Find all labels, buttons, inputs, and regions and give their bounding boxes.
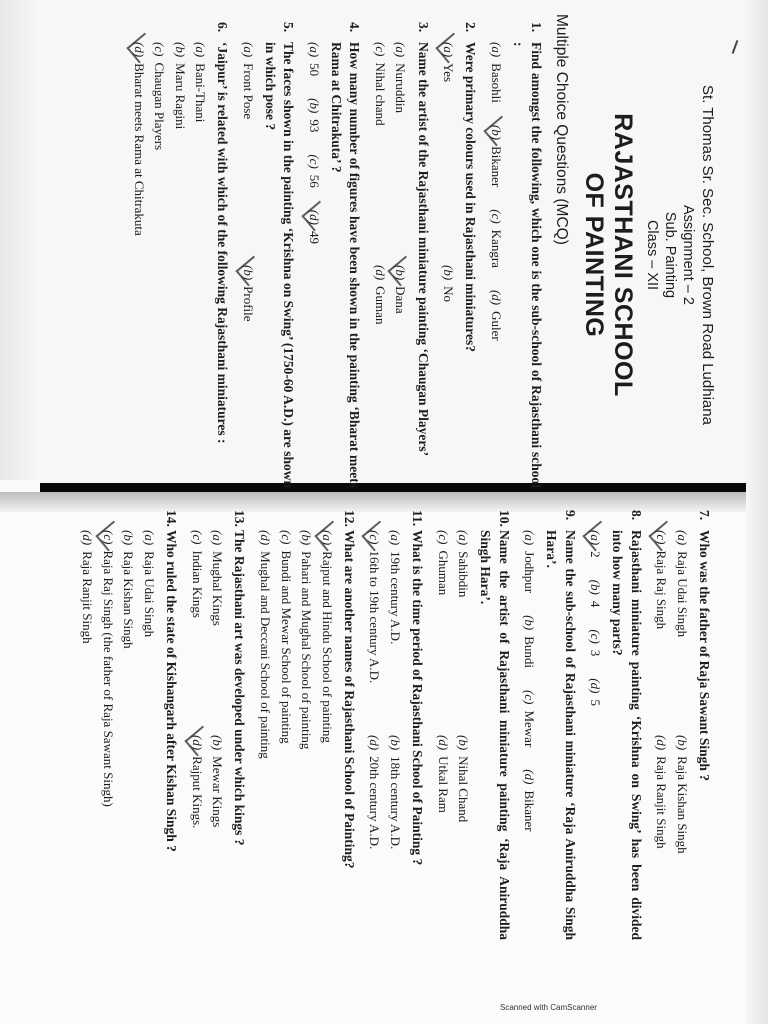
option-key: (c) <box>489 209 505 224</box>
option-text: 93 <box>306 119 322 133</box>
option-key: (a) <box>441 42 457 58</box>
question <box>261 22 297 488</box>
option <box>305 42 323 76</box>
option-text: 20th century A.D. <box>367 756 383 850</box>
option-answered <box>188 735 206 940</box>
fold-shadow <box>0 492 768 512</box>
question-number: 8. <box>628 510 644 521</box>
option-key: (d) <box>435 735 451 751</box>
option-text: Nihal chand <box>372 62 388 126</box>
option-text: Front Pose <box>240 63 256 120</box>
option-key: (a) <box>240 42 256 58</box>
options <box>363 530 404 940</box>
lower-page-content <box>18 510 718 940</box>
question <box>608 510 644 940</box>
option-text: Raja Kishan Singh <box>674 756 690 854</box>
option <box>434 530 452 735</box>
question-text: Were primary colours used in Rajasthani miniatures? <box>463 42 479 353</box>
option <box>305 98 323 132</box>
question-number: 13. <box>232 510 248 527</box>
question-text: Find amongst the following, which one is the sub-school of Rajasthani school : <box>511 42 545 488</box>
option-text: 56 <box>306 174 322 188</box>
school-name: St. Thomas Sr. Sec. School, Brown Road Ludhiana <box>699 85 716 425</box>
option-key: (c) <box>654 530 670 545</box>
option-text: Rajput and Hindu School of painting <box>319 551 335 743</box>
question <box>476 510 512 940</box>
upper-page-content <box>26 14 716 488</box>
option-key: (d) <box>306 209 322 225</box>
question-text: Who was the father of Raja Sawant Singh ? <box>697 530 712 782</box>
option-key: (c) <box>306 154 322 169</box>
option-answered <box>653 530 671 735</box>
question <box>340 510 358 940</box>
option-answered <box>366 530 384 735</box>
option-key: (b) <box>299 530 315 546</box>
question <box>461 22 479 488</box>
option <box>120 530 138 940</box>
question-number: 2. <box>463 22 479 33</box>
option-key: (c) <box>588 629 604 644</box>
document-title <box>579 22 637 488</box>
question-number: 7. <box>697 510 712 521</box>
question-text: What is the time period of Rajasthani School of Painting ? <box>410 530 426 866</box>
option-text: 4 <box>588 600 604 608</box>
mcq-heading: Multiple Choice Questions (MCQ) <box>553 14 571 245</box>
question-text: The Rajasthani art was developed under which kings ? <box>232 530 248 846</box>
question <box>213 22 231 488</box>
option-text: Bikaner <box>489 146 505 188</box>
option-text: Mughal Kings <box>210 551 226 626</box>
option-answered <box>99 530 117 940</box>
question-text: The faces shown in the painting ‘Krishna on Swing’ (1750-60 A.D.) are shown in which pose ? <box>263 42 297 488</box>
option-key: (c) <box>435 530 451 545</box>
option-key: (b) <box>172 42 188 58</box>
option <box>521 615 539 668</box>
options <box>584 530 605 940</box>
option-key: (d) <box>654 735 670 751</box>
option-text: Raja Ranjit Singh <box>80 551 96 644</box>
option <box>673 735 691 940</box>
option-text: Ghuman <box>435 550 451 596</box>
option-text: 16th to 19th century A.D. <box>367 550 383 684</box>
question-number: 10. <box>496 510 512 527</box>
question <box>230 510 248 940</box>
option-answered <box>318 530 336 940</box>
question-text: ‘Jaipur’ is related with which of the following Rajasthani miniatures : <box>215 42 231 444</box>
option-key: (b) <box>240 265 256 281</box>
options <box>518 530 539 940</box>
option-text: Guman <box>372 286 388 325</box>
option-answered <box>392 265 410 488</box>
option-text: 49 <box>306 230 322 244</box>
question <box>509 22 545 488</box>
question-text: How many number of figures have been shown in the painting ‘Bharat meets Rama at Chitrakuta’ ? <box>329 42 363 488</box>
option-key: (d) <box>189 735 205 751</box>
option-text: Nuruddin <box>393 63 409 114</box>
page-edge-shadow-right <box>746 0 768 1024</box>
option <box>256 530 274 940</box>
options <box>650 530 691 940</box>
title-line-1: RAJASTHANI SCHOOL <box>608 113 637 397</box>
option-text: Rajput Kings. <box>189 756 205 829</box>
option <box>371 265 389 488</box>
question-text: Who ruled the state of Kishangarh after Kishan Singh ? <box>164 530 180 852</box>
option <box>587 580 605 608</box>
option-text: Kangra <box>489 229 505 268</box>
option <box>440 265 458 488</box>
option-key: (d) <box>372 265 388 281</box>
option-key: (b) <box>121 530 137 546</box>
question-number: 5. <box>281 22 297 33</box>
title-line-2: OF PAINTING <box>580 172 609 338</box>
question <box>408 510 426 940</box>
option <box>239 42 257 265</box>
option-key: (c) <box>522 690 538 705</box>
option-answered <box>239 265 257 488</box>
option-text: Mewar Kings <box>210 756 226 828</box>
question-number: 3. <box>415 22 431 33</box>
option-answered <box>440 42 458 265</box>
option <box>371 42 389 265</box>
assignment-label: Assignment – 2 <box>680 205 697 305</box>
option-text: 18th century A.D. <box>387 756 403 850</box>
option <box>455 530 473 735</box>
option <box>79 530 97 940</box>
option <box>521 530 539 593</box>
option-key: (d) <box>80 530 96 546</box>
option-key: (a) <box>210 530 226 546</box>
option-answered <box>587 530 605 558</box>
option <box>140 530 158 940</box>
option-key: (d) <box>522 769 538 785</box>
option <box>188 530 206 735</box>
option-text: Profile <box>240 286 256 322</box>
question-number: 11. <box>410 510 426 527</box>
option-key: (d) <box>131 42 147 58</box>
question-number: 4. <box>347 22 363 33</box>
option-key: (b) <box>387 735 403 751</box>
option <box>305 154 323 187</box>
option-text: Bundi <box>522 636 538 669</box>
options <box>253 530 335 940</box>
option-key: (b) <box>522 615 538 631</box>
option <box>587 678 605 706</box>
option <box>386 735 404 940</box>
option-text: Dana <box>393 286 409 314</box>
option <box>298 530 316 940</box>
document-header <box>643 22 716 488</box>
question-text: Name the artist of the Rajasthani miniature painting ‘Chaugan Players’ <box>415 42 431 457</box>
option-text: Raja Raj Singh (the father of Raja Sawant Singh) <box>100 550 116 807</box>
option <box>487 290 505 341</box>
question-number: 14. <box>164 510 180 527</box>
option <box>587 629 605 656</box>
question-text: What are another names of Rajasthani School of Painting? <box>341 530 357 869</box>
option-text: Raja Raj Singh <box>654 550 670 630</box>
option <box>192 42 210 488</box>
option-key: (b) <box>210 735 226 751</box>
option-text: Mewar <box>522 710 538 748</box>
options <box>185 530 226 940</box>
question <box>327 22 363 488</box>
option-text: Nihal Chand <box>456 756 472 823</box>
options <box>484 42 505 488</box>
question-number: 12. <box>341 510 357 527</box>
option-key: (c) <box>100 530 116 545</box>
option-key: (b) <box>588 579 604 595</box>
option-key: (b) <box>489 124 505 141</box>
option-text: Pahari and Mughal School of painting <box>299 551 315 750</box>
options <box>76 530 158 940</box>
question-number: 6. <box>215 22 231 33</box>
option-answered <box>305 210 323 244</box>
option-text: Yes <box>441 63 457 83</box>
option-key: (c) <box>367 530 383 545</box>
option <box>521 769 539 831</box>
option <box>171 42 189 488</box>
option-text: Basohli <box>489 63 505 103</box>
question-text: Name the sub-school of Rajasthani miniature ‘Raja Aniruddha Singh Hara’. <box>544 530 578 940</box>
option-key: (b) <box>306 98 322 114</box>
option-key: (a) <box>588 530 604 546</box>
option-text: Bharat meets Rama at Chitrakuta <box>131 63 147 236</box>
option-key: (b) <box>456 735 472 751</box>
question-text: Rajasthani miniature painting ‘Krishna on Swing’ has been divided into how many parts? <box>610 530 644 940</box>
option-text: Utkal Ram <box>435 756 451 813</box>
option-text: Bundi and Mewar School of painting <box>278 550 294 744</box>
options <box>368 42 409 488</box>
option <box>653 735 671 940</box>
option-key: (b) <box>674 735 690 751</box>
option-text: Guler <box>489 311 505 341</box>
option-text: 19th century A.D. <box>387 551 403 645</box>
option-key: (a) <box>193 42 209 58</box>
option-text: 3 <box>588 649 604 657</box>
option-text: Indian Kings <box>189 550 205 618</box>
question <box>695 510 713 940</box>
options <box>236 42 257 488</box>
option-text: Raja Ranjit Singh <box>654 756 670 849</box>
option-text: 5 <box>588 699 604 706</box>
option <box>434 735 452 940</box>
option-key: (a) <box>674 530 690 546</box>
option-text: Jodhpur <box>522 551 538 594</box>
option <box>209 530 227 735</box>
option-key: (a) <box>393 42 409 58</box>
question-text: Name the artist of Rajasthani miniature painting ‘Raja Aniruddha Singh Hara’. <box>478 530 512 940</box>
option-key: (a) <box>141 530 157 546</box>
option-text: Raja Udai Singh <box>674 551 690 638</box>
option-key: (b) <box>441 265 457 281</box>
option-text: 2 <box>588 551 604 558</box>
option-key: (a) <box>387 530 403 546</box>
class-label: Class – XII <box>644 219 660 291</box>
question-number: 1. <box>529 22 545 33</box>
scanner-watermark: Scanned with CamScanner <box>500 1003 597 1012</box>
option-answered <box>487 125 505 187</box>
option-text: No <box>441 286 457 303</box>
option-text: Maru Ragini <box>172 63 188 130</box>
option-text: Chaugan Players <box>152 62 168 151</box>
option-text: Bani-Thani <box>193 63 209 123</box>
option-text: 50 <box>306 63 322 77</box>
options <box>437 42 458 488</box>
question-number: 9. <box>562 510 578 521</box>
option-key: (d) <box>367 735 383 751</box>
option-key: (b) <box>393 265 409 281</box>
options <box>302 42 323 488</box>
option-key: (c) <box>278 530 294 545</box>
options <box>431 530 472 940</box>
option-key: (d) <box>489 289 505 306</box>
option-key: (c) <box>189 530 205 545</box>
option-text: Mughal and Deccani School of painting <box>258 551 274 759</box>
question <box>162 510 180 940</box>
question <box>413 22 431 488</box>
option-key: (a) <box>489 42 505 58</box>
option-key: (a) <box>319 530 335 546</box>
option-answered <box>130 42 148 488</box>
option <box>277 530 295 940</box>
option-key: (a) <box>522 530 538 546</box>
question <box>542 510 578 940</box>
option <box>673 530 691 735</box>
option-key: (d) <box>258 530 274 546</box>
option-text: Bikaner <box>522 790 538 832</box>
option-text: Sahibdin <box>456 551 472 598</box>
option <box>487 42 505 103</box>
option-key: (a) <box>306 42 322 58</box>
option <box>487 209 505 268</box>
option-key: (c) <box>372 42 388 57</box>
option <box>392 42 410 265</box>
option-key: (d) <box>588 678 604 694</box>
option <box>386 530 404 735</box>
option <box>151 42 169 488</box>
options <box>127 42 209 488</box>
option <box>455 735 473 940</box>
option-key: (c) <box>152 42 168 57</box>
subject-label: Sub. Painting <box>662 211 679 299</box>
option-key: (a) <box>456 530 472 546</box>
option <box>366 735 384 940</box>
option <box>209 735 227 940</box>
option-text: Raja Kishan Singh <box>121 551 137 649</box>
option-text: Raja Udai Singh <box>141 551 157 638</box>
option <box>521 690 539 747</box>
